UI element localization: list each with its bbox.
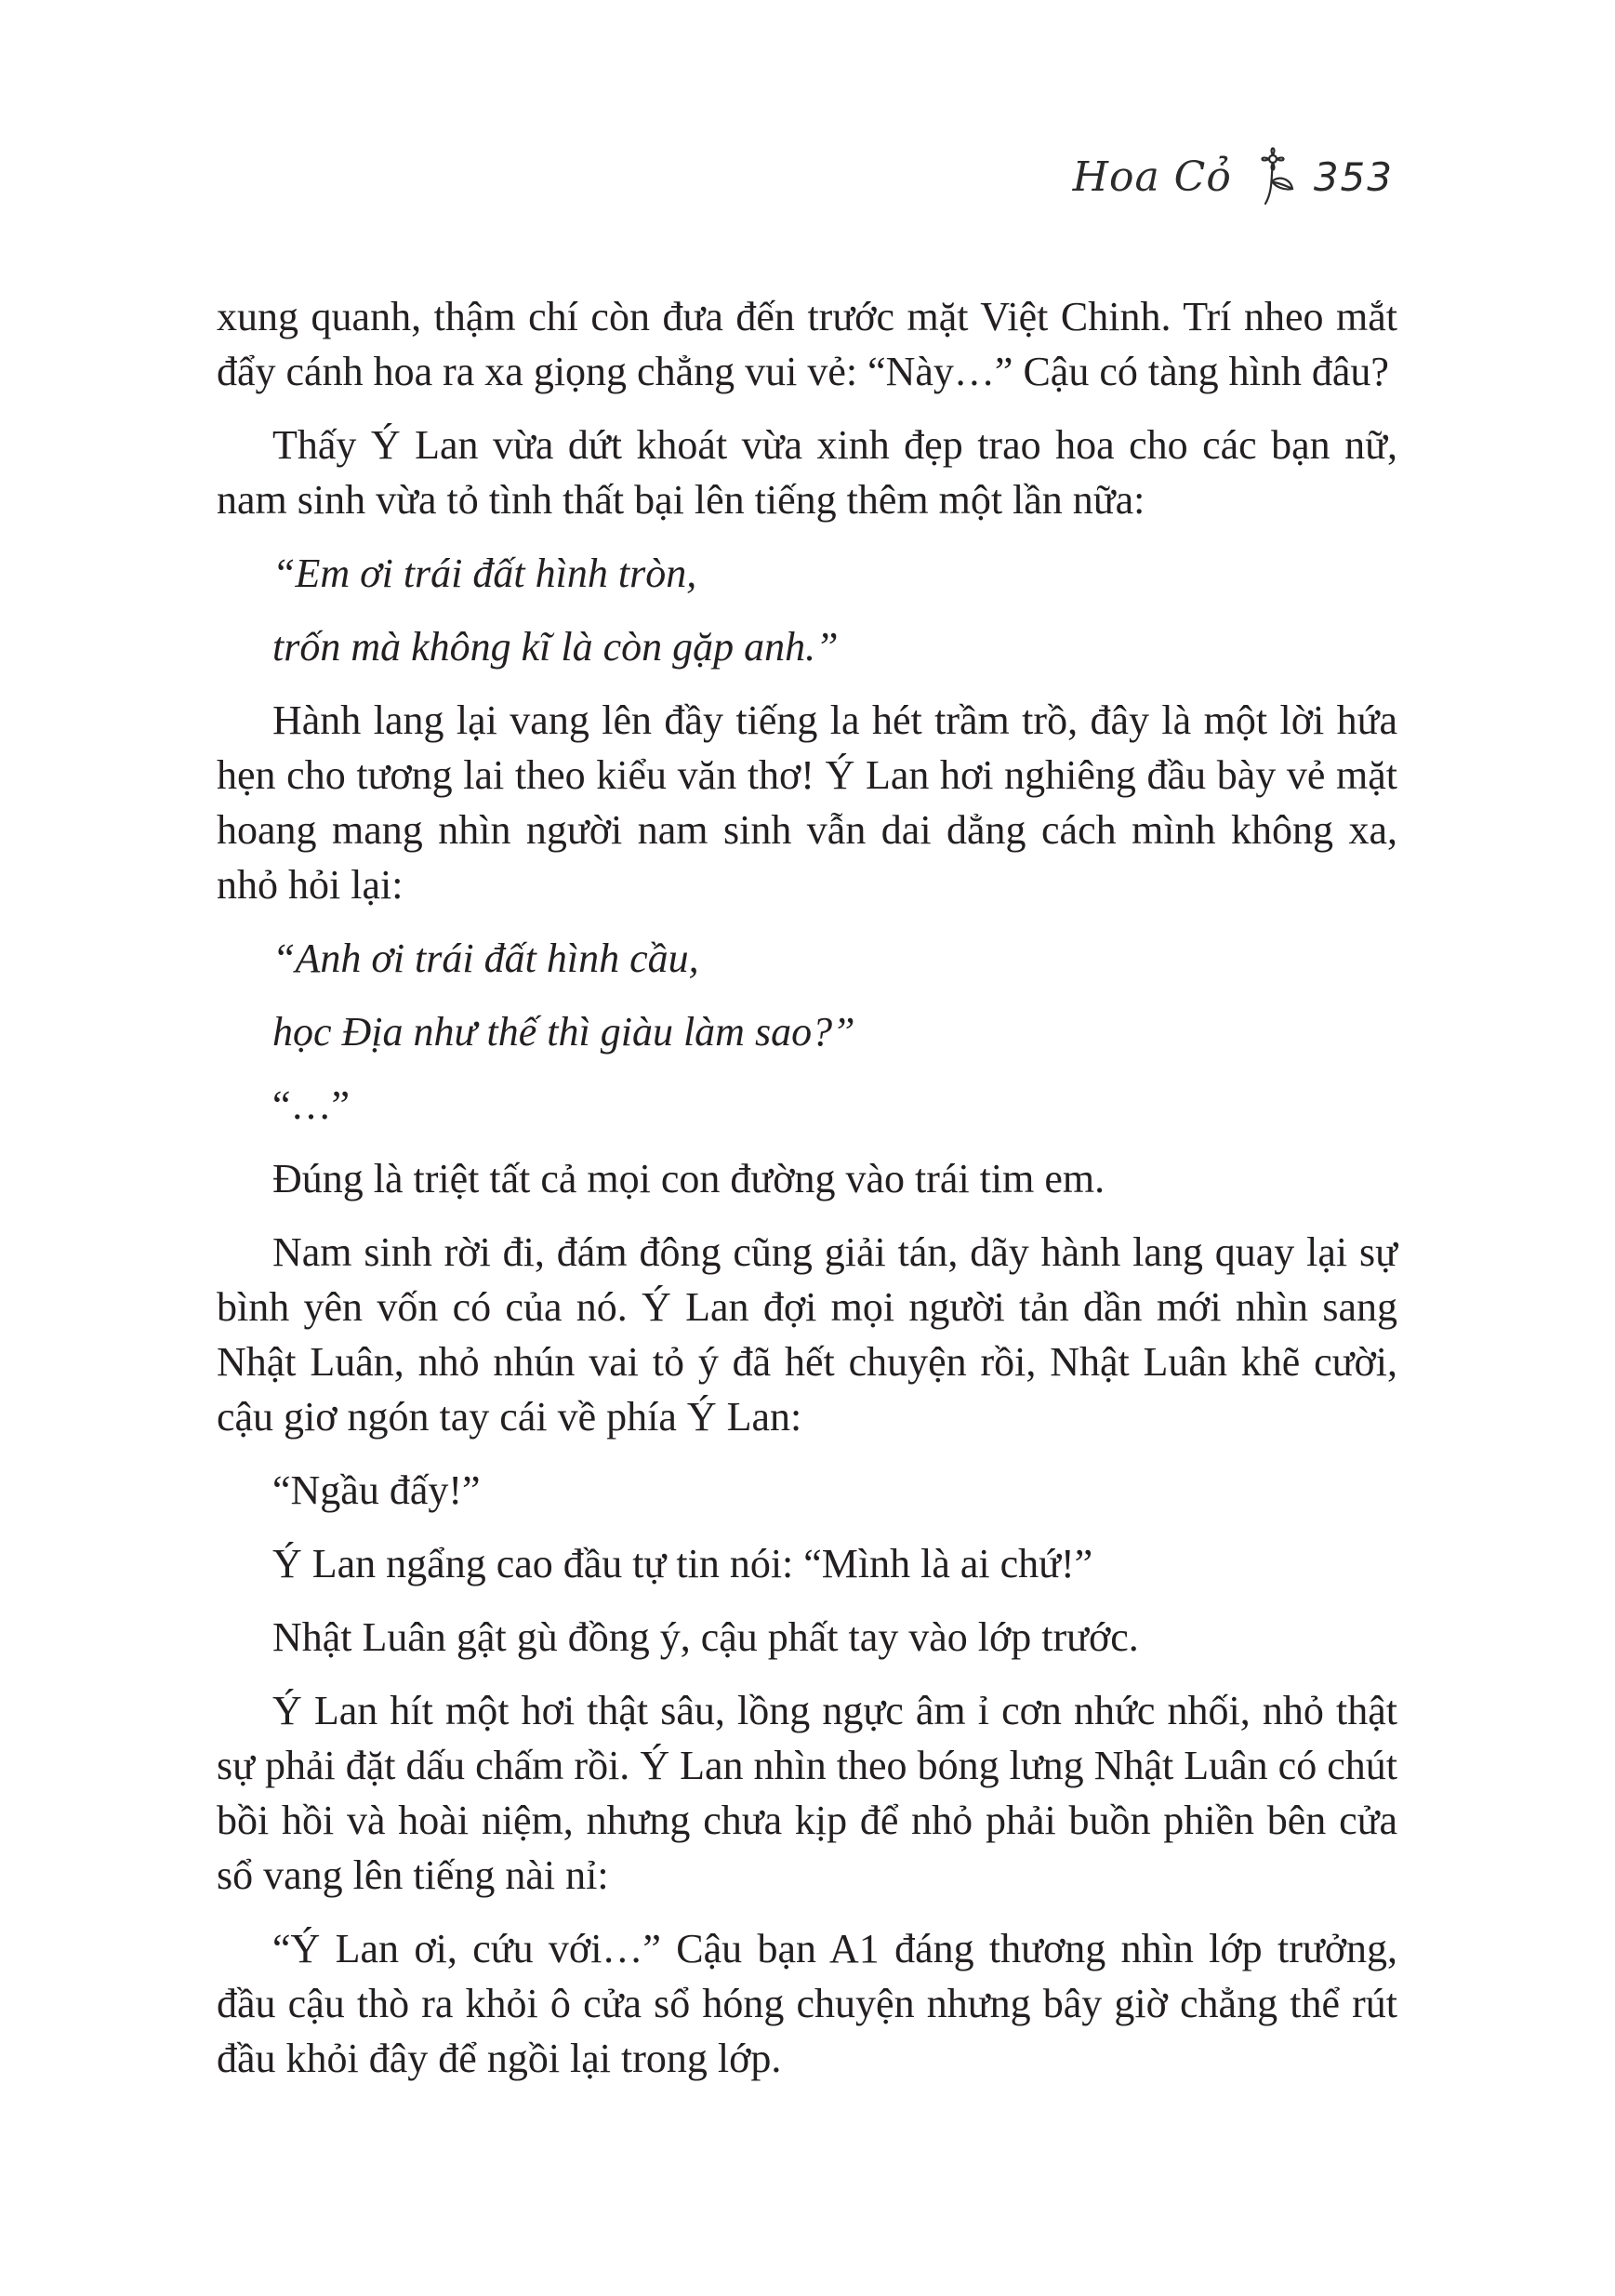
paragraph: xung quanh, thậm chí còn đưa đến trước mặt Việt Chinh. Trí nheo mắt đẩy cánh hoa ra xa giọng chẳng vui vẻ: “Này…” Cậu có tàng hình đâu? (217, 294, 1397, 394)
verse-line: “Anh ơi trái đất hình cầu, (272, 936, 699, 981)
flower-ornament-icon (1245, 144, 1301, 209)
running-header (1073, 139, 1394, 214)
page-body (217, 289, 1397, 2104)
paragraph: Ý Lan ngẩng cao đầu tự tin nói: “Mình là ai chứ!” (272, 1541, 1093, 1586)
verse-line: trốn mà không kĩ là còn gặp anh.” (272, 624, 839, 670)
page-number: 353 (1313, 153, 1394, 200)
verse-line: học Địa như thế thì giàu làm sao?” (272, 1009, 855, 1055)
paragraph: “Ý Lan ơi, cứu với…” Cậu bạn A1 đáng thương nhìn lớp trưởng, đầu cậu thò ra khỏi ô cửa sổ hóng chuyện nhưng bây giờ chẳng thể rút đầu khỏi đây để ngồi lại trong lớp. (217, 1926, 1397, 2081)
book-title: Hoa Cỏ (1072, 153, 1232, 201)
verse-line: “Em ơi trái đất hình tròn, (272, 551, 697, 596)
paragraph: Đúng là triệt tất cả mọi con đường vào trái tim em. (272, 1156, 1105, 1201)
paragraph: Nhật Luân gật gù đồng ý, cậu phất tay vào lớp trước. (272, 1614, 1139, 1660)
paragraph: “Ngầu đấy!” (272, 1467, 481, 1513)
paragraph: Hành lang lại vang lên đầy tiếng la hét trầm trồ, đây là một lời hứa hẹn cho tương lai theo kiểu văn thơ! Ý Lan hơi nghiêng đầu bày vẻ mặt hoang mang nhìn người nam sinh vẫn dai dẳng cách mình không xa, nhỏ hỏi lại: (217, 697, 1397, 908)
paragraph: Nam sinh rời đi, đám đông cũng giải tán, dãy hành lang quay lại sự bình yên vốn có của nó. Ý Lan đợi mọi người tản dần mới nhìn sang Nhật Luân, nhỏ nhún vai tỏ ý đã hết chuyện rồi, Nhật Luân khẽ cười, cậu giơ ngón tay cái về phía Ý Lan: (217, 1229, 1397, 1440)
paragraph: “…” (272, 1082, 351, 1128)
paragraph: Thấy Ý Lan vừa dứt khoát vừa xinh đẹp trao hoa cho các bạn nữ, nam sinh vừa tỏ tình thất bại lên tiếng thêm một lần nữa: (217, 422, 1397, 523)
paragraph: Ý Lan hít một hơi thật sâu, lồng ngực âm ỉ cơn nhức nhối, nhỏ thật sự phải đặt dấu chấm rồi. Ý Lan nhìn theo bóng lưng Nhật Luân có chút bồi hồi và hoài niệm, nhưng chưa kịp để nhỏ phải buồn phiền bên cửa sổ vang lên tiếng nài nỉ: (217, 1688, 1397, 1898)
